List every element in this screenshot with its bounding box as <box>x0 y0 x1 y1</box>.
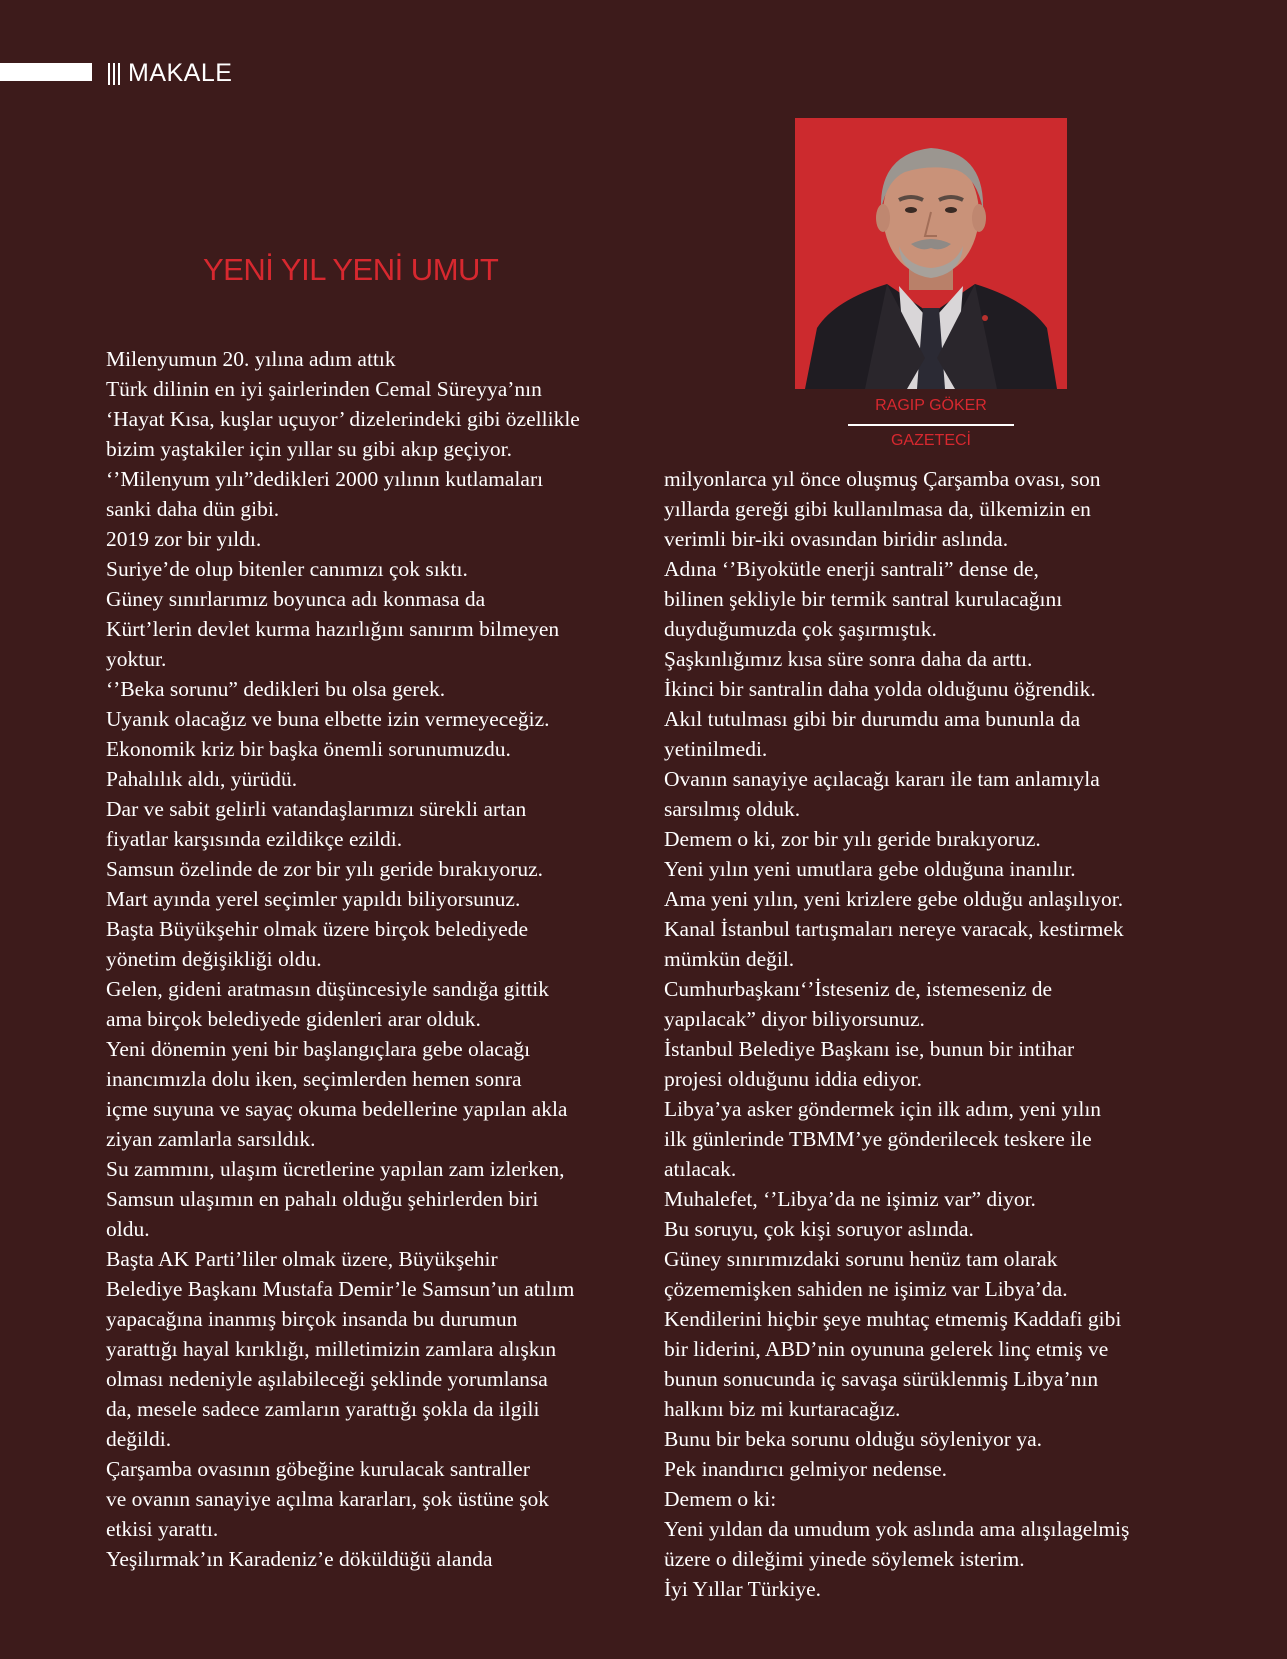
body-text-line: Demem o ki: <box>664 1487 777 1511</box>
body-text-line: projesi olduğunu iddia ediyor. <box>664 1067 922 1091</box>
body-text-line: Dar ve sabit gelirli vatandaşlarımızı sürekli artan <box>106 797 527 821</box>
body-text-line: yapacağına inanmış birçok insanda bu durumun <box>106 1307 518 1331</box>
body-text-line: Güney sınırlarımız boyunca adı konmasa da <box>106 587 486 611</box>
body-text-line: 2019 zor bir yıldı. <box>106 527 262 551</box>
body-text-line: Pek inandırıcı gelmiyor nedense. <box>664 1457 948 1481</box>
body-text-line: İstanbul Belediye Başkanı ise, bunun bir intihar <box>664 1037 1075 1061</box>
body-text-line: ama birçok belediyede gidenleri arar olduk. <box>106 1007 481 1031</box>
body-text-line: Gelen, gideni aratmasın düşüncesiyle sandığa gittik <box>106 977 550 1001</box>
section-label: MAKALE <box>128 59 233 87</box>
body-text-line: Mart ayında yerel seçimler yapıldı biliyorsunuz. <box>106 887 521 911</box>
body-text-line: ‘Hayat Kısa, kuşlar uçuyor’ dizelerindeki gibi özellikle <box>106 407 580 431</box>
author-photo <box>795 118 1067 389</box>
body-text-line: atılacak. <box>664 1157 737 1181</box>
body-text-line: yarattığı hayal kırıklığı, milletimizin zamlara alışkın <box>106 1337 557 1361</box>
body-text-line: da, mesele sadece zamların yarattığı şokla da ilgili <box>106 1397 540 1421</box>
body-text-line: Şaşkınlığımız kısa süre sonra daha da arttı. <box>664 647 1033 671</box>
article-title: YENİ YIL YENİ UMUT <box>203 252 499 287</box>
body-text-line: Yeni yıldan da umudum yok aslında ama alışılagelmiş <box>664 1517 1130 1541</box>
body-text-line: ziyan zamlarla sarsıldık. <box>106 1127 316 1151</box>
body-text-line: bizim yaştakiler için yıllar su gibi akıp geçiyor. <box>106 437 513 461</box>
body-text-line: Milenyumun 20. yılına adım attık <box>106 347 396 371</box>
body-text-line: İkinci bir santralin daha yolda olduğunu öğrendik. <box>664 677 1096 701</box>
body-text-line: bilinen şekliyle bir termik santral kurulacağını <box>664 587 1063 611</box>
body-text-line: yapılacak” diyor biliyorsunuz. <box>664 1007 925 1031</box>
body-text-line: Ovanın sanayiye açılacağı kararı ile tam anlamıyla <box>664 767 1100 791</box>
article-body-left-column <box>106 344 580 1574</box>
body-text-line: Yeni dönemin yeni bir başlangıçlara gebe olacağı <box>106 1037 531 1061</box>
body-text-line: Ekonomik kriz bir başka önemli sorunumuzdu. <box>106 737 511 761</box>
header-divider-lines <box>108 63 120 85</box>
body-text-line: Kendilerini hiçbir şeye muhtaç etmemiş Kaddafi gibi <box>664 1307 1122 1331</box>
body-text-line: Libya’ya asker göndermek için ilk adım, yeni yılın <box>664 1097 1102 1121</box>
body-text-line: Yeşilırmak’ın Karadeniz’e döküldüğü alanda <box>106 1547 493 1571</box>
body-text-line: Uyanık olacağız ve buna elbette izin vermeyeceğiz. <box>106 707 550 731</box>
body-text-line: Samsun özelinde de zor bir yılı geride bırakıyoruz. <box>106 857 544 881</box>
body-text-line: mümkün değil. <box>664 947 795 971</box>
body-text-line: çözememişken sahiden ne işimiz var Libya’da. <box>664 1277 1068 1301</box>
body-text-line: sarsılmış olduk. <box>664 797 801 821</box>
body-text-line: İyi Yıllar Türkiye. <box>664 1577 822 1601</box>
body-text-line: Adına ‘’Biyokütle enerji santrali” dense de, <box>664 557 1039 581</box>
body-text-line: Kanal İstanbul tartışmaları nereye varacak, kestirmek <box>664 917 1124 941</box>
body-text-line: fiyatlar karşısında ezildikçe ezildi. <box>106 827 403 851</box>
body-text-line: duyduğumuzda çok şaşırmıştık. <box>664 617 937 641</box>
body-text-line: inancımızla dolu iken, seçimlerden hemen sonra <box>106 1067 522 1091</box>
body-text-line: yıllarda gereği gibi kullanılmasa da, ülkemizin en <box>664 497 1091 521</box>
body-text-line: olması nedeniyle aşılabileceği şeklinde yorumlansa <box>106 1367 548 1391</box>
body-text-line: Su zammını, ulaşım ücretlerine yapılan zam izlerken, <box>106 1157 565 1181</box>
body-text-line: ‘’Milenyum yılı”dedikleri 2000 yılının kutlamaları <box>106 467 544 491</box>
author-divider <box>848 424 1014 426</box>
body-text-line: Demem o ki, zor bir yılı geride bırakıyoruz. <box>664 827 1041 851</box>
body-text-line: yönetim değişikliği oldu. <box>106 947 322 971</box>
body-text-line: ilk günlerinde TBMM’ye gönderilecek teskere ile <box>664 1127 1092 1151</box>
body-text-line: içme suyuna ve sayaç okuma bedellerine yapılan akla <box>106 1097 568 1121</box>
body-text-line: Samsun ulaşımın en pahalı olduğu şehirlerden biri <box>106 1187 539 1211</box>
body-text-line: Suriye’de olup bitenler canımızı çok sıktı. <box>106 557 468 581</box>
body-text-line: bir liderini, ABD’nin oyununa gelerek linç etmiş ve <box>664 1337 1109 1361</box>
body-text-line: yoktur. <box>106 647 167 671</box>
body-text-line: oldu. <box>106 1217 150 1241</box>
body-text-line: Belediye Başkanı Mustafa Demir’le Samsun’un atılım <box>106 1277 575 1301</box>
body-text-line: Akıl tutulması gibi bir durumdu ama bununla da <box>664 707 1081 731</box>
body-text-line: ‘’Beka sorunu” dedikleri bu olsa gerek. <box>106 677 446 701</box>
author-name: RAGIP GÖKER <box>875 397 987 414</box>
body-text-line: Yeni yılın yeni umutlara gebe olduğuna inanılır. <box>664 857 1076 881</box>
body-text-line: Bunu bir beka sorunu olduğu söyleniyor ya. <box>664 1427 1042 1451</box>
body-text-line: ve ovanın sanayiye açılma kararları, şok üstüne şok <box>106 1487 549 1511</box>
body-text-line: Ama yeni yılın, yeni krizlere gebe olduğu anlaşılıyor. <box>664 887 1124 911</box>
body-text-line: Bu soruyu, çok kişi soruyor aslında. <box>664 1217 974 1241</box>
body-text-line: Güney sınırımızdaki sorunu henüz tam olarak <box>664 1247 1058 1271</box>
author-title: GAZETECİ <box>890 432 971 449</box>
body-text-line: yetinilmedi. <box>664 737 768 761</box>
body-text-line: Muhalefet, ‘’Libya’da ne işimiz var” diyor. <box>664 1187 1036 1211</box>
body-text-line: halkını biz mi kurtaracağız. <box>664 1397 901 1421</box>
header-accent-bar <box>0 63 92 81</box>
body-text-line: Başta AK Parti’liler olmak üzere, Büyükşehir <box>106 1247 498 1271</box>
body-text-line: Kürt’lerin devlet kurma hazırlığını sanırım bilmeyen <box>106 617 560 641</box>
body-text-line: Cumhurbaşkanı‘’İsteseniz de, istemeseniz de <box>664 977 1053 1001</box>
body-text-line: Pahalılık aldı, yürüdü. <box>106 767 298 791</box>
body-text-line: milyonlarca yıl önce oluşmuş Çarşamba ovası, son <box>664 467 1101 491</box>
body-text-line: Türk dilinin en iyi şairlerinden Cemal Süreyya’nın <box>106 377 542 401</box>
body-text-line: verimli bir-iki ovasından biridir aslında. <box>664 527 1009 551</box>
body-text-line: üzere o dileğimi yinede söylemek isterim. <box>664 1547 1025 1571</box>
article-body-right-column <box>664 464 1129 1604</box>
body-text-line: Çarşamba ovasının göbeğine kurulacak santraller <box>106 1457 530 1481</box>
body-text-line: etkisi yarattı. <box>106 1517 219 1541</box>
body-text-line: sanki daha dün gibi. <box>106 497 280 521</box>
body-text-line: Başta Büyükşehir olmak üzere birçok belediyede <box>106 917 529 941</box>
body-text-line: değildi. <box>106 1427 172 1451</box>
body-text-line: bunun sonucunda iç savaşa sürüklenmiş Libya’nın <box>664 1367 1099 1391</box>
